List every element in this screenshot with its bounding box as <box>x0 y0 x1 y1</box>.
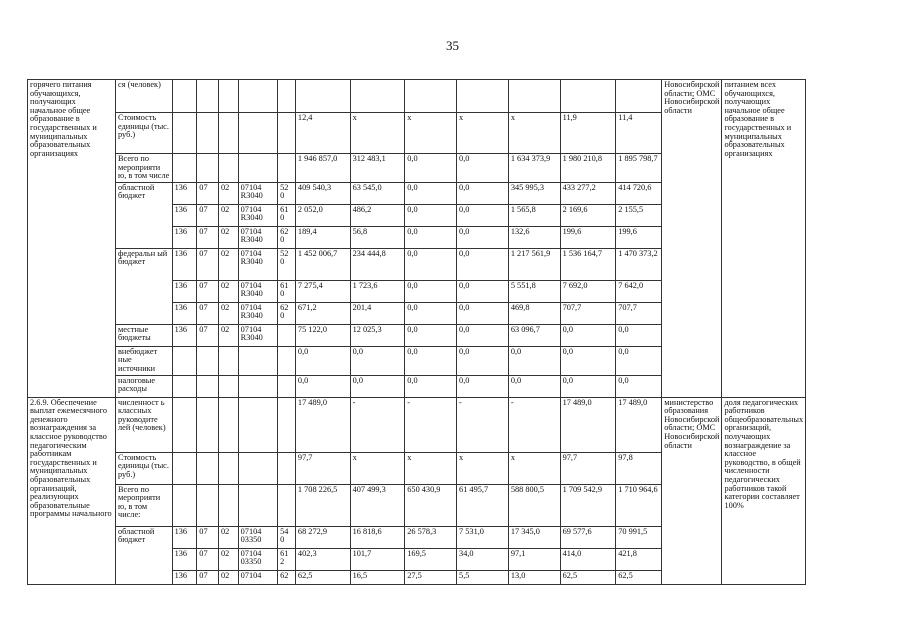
value-2023: 63 096,7 <box>508 324 560 346</box>
subsection-code: 02 <box>218 226 238 248</box>
expense-type-code: 62 0 <box>278 226 296 248</box>
total-value: 0,0 <box>295 346 350 375</box>
value-2022: 0,0 <box>457 204 509 226</box>
value-2024: 62,5 <box>560 570 616 584</box>
target-item-code: 07104 R3040 <box>238 204 277 226</box>
value-2021: 26 578,3 <box>405 526 457 548</box>
value-2025: 70 991,5 <box>616 526 662 548</box>
expense-type-code: 52 0 <box>278 248 296 280</box>
value-2023: 5 551,8 <box>508 280 560 302</box>
value-2022: 0,0 <box>457 346 509 375</box>
value-2021: x <box>405 113 457 154</box>
value-2025: 7 642,0 <box>616 280 662 302</box>
value-2025: 707,7 <box>616 302 662 324</box>
total-value: 12,4 <box>295 113 350 154</box>
value-2023: x <box>508 452 560 484</box>
expense-type-code: 54 0 <box>278 526 296 548</box>
value-2024: 0,0 <box>560 346 616 375</box>
section-code: 07 <box>197 570 219 584</box>
value-2020: 16 818,6 <box>350 526 405 548</box>
budget-table <box>27 79 905 585</box>
value-2021: 0,0 <box>405 324 457 346</box>
value-2024: 199,6 <box>560 226 616 248</box>
value-2023: x <box>508 113 560 154</box>
value-2021: 0,0 <box>405 375 457 397</box>
value-2021: 650 430,9 <box>405 484 457 526</box>
value-2020: 0,0 <box>350 375 405 397</box>
total-value: 189,4 <box>295 226 350 248</box>
value-2022: 5,5 <box>457 570 509 584</box>
section-code <box>197 397 219 452</box>
value-2022: x <box>457 452 509 484</box>
grbs-code <box>172 452 197 484</box>
subsection-code <box>218 452 238 484</box>
value-2020: 312 483,1 <box>350 154 405 183</box>
expense-type-code: 62 <box>278 570 296 584</box>
section-code <box>197 154 219 183</box>
total-value: 62,5 <box>295 570 350 584</box>
value-2023: - <box>508 397 560 452</box>
total-value: 2 052,0 <box>295 204 350 226</box>
subsection-code <box>218 113 238 154</box>
table-row <box>28 397 905 452</box>
grbs-code: 136 <box>172 226 197 248</box>
value-2025: 421,8 <box>616 548 662 570</box>
grbs-code <box>172 375 197 397</box>
value-2022: 0,0 <box>457 226 509 248</box>
indicator-label: численност ь классных руководите лей (человек) <box>116 397 173 452</box>
indicator-label: внебюджет ные источники <box>116 346 173 375</box>
total-value: 7 275,4 <box>295 280 350 302</box>
expense-type-code <box>278 324 296 346</box>
target-item-code <box>238 397 277 452</box>
value-2021: 0,0 <box>405 346 457 375</box>
expense-type-code: 61 2 <box>278 548 296 570</box>
value-2023: 1 565,8 <box>508 204 560 226</box>
subsection-code: 02 <box>218 302 238 324</box>
total-value: 1 946 857,0 <box>295 154 350 183</box>
value-2022: x <box>457 113 509 154</box>
total-value: 671,2 <box>295 302 350 324</box>
value-2025: 11,4 <box>616 113 662 154</box>
value-2020: 234 444,8 <box>350 248 405 280</box>
target-item-code <box>238 346 277 375</box>
value-2024: 0,0 <box>560 324 616 346</box>
target-item-code: 07104 R3040 <box>238 182 277 204</box>
section-code: 07 <box>197 248 219 280</box>
subsection-code <box>218 346 238 375</box>
expense-type-code: 62 0 <box>278 302 296 324</box>
target-item-code <box>238 375 277 397</box>
target-item-code: 07104 R3040 <box>238 280 277 302</box>
target-item-code: 07104 R3040 <box>238 302 277 324</box>
indicator-label: налоговые расходы <box>116 375 173 397</box>
value-2024: 1 980 210,8 <box>560 154 616 183</box>
grbs-code: 136 <box>172 302 197 324</box>
responsible-executor: министерство образования Новосибирской области; ОМС Новосибирской области <box>662 397 722 584</box>
grbs-code: 136 <box>172 548 197 570</box>
subsection-code: 02 <box>218 280 238 302</box>
indicator-label: местные бюджеты <box>116 324 173 346</box>
value-2022: 0,0 <box>457 182 509 204</box>
expense-type-code: 52 0 <box>278 182 296 204</box>
value-2023: 132,6 <box>508 226 560 248</box>
grbs-code <box>172 80 197 113</box>
subsection-code: 02 <box>218 324 238 346</box>
value-2021: 0,0 <box>405 226 457 248</box>
value-2020: x <box>350 452 405 484</box>
value-2024: 11,9 <box>560 113 616 154</box>
value-2021: 0,0 <box>405 248 457 280</box>
value-2025: 97,8 <box>616 452 662 484</box>
value-2024: 1 709 542,9 <box>560 484 616 526</box>
total-value: 1 708 226,5 <box>295 484 350 526</box>
value-2020: 63 545,0 <box>350 182 405 204</box>
value-2025: 0,0 <box>616 346 662 375</box>
expense-type-code <box>278 113 296 154</box>
target-item-code: 07104 R3040 <box>238 226 277 248</box>
value-2022: 0,0 <box>457 324 509 346</box>
target-item-code: 07104 03350 <box>238 548 277 570</box>
table-row <box>28 80 905 113</box>
expense-type-code: 61 0 <box>278 204 296 226</box>
total-value: 0,0 <box>295 375 350 397</box>
indicator-label: Всего по мероприяти ю, в том числе <box>116 154 173 183</box>
value-2024: 433 277,2 <box>560 182 616 204</box>
target-item-code: 07104 R3040 <box>238 248 277 280</box>
subsection-code: 02 <box>218 248 238 280</box>
section-code <box>197 484 219 526</box>
expected-result: доля педагогических работников общеобразовательных организаций, получающих вознаграждение за классное руководство, в общей численности педагогических работников такой категории составляет 100% <box>722 397 806 584</box>
value-2020: 486,2 <box>350 204 405 226</box>
measure-name: 2.6.9. Обеспечение выплат ежемесячного денежного вознаграждения за классное руководство педагогическим работникам государственных и муниципальных образовательных организаций, реализующих образовательные программы начального <box>28 397 116 584</box>
section-code <box>197 113 219 154</box>
subsection-code: 02 <box>218 548 238 570</box>
value-2022: 0,0 <box>457 375 509 397</box>
subsection-code <box>218 154 238 183</box>
value-2020: 12 025,3 <box>350 324 405 346</box>
target-item-code <box>238 452 277 484</box>
expense-type-code <box>278 397 296 452</box>
value-2023: 1 634 373,9 <box>508 154 560 183</box>
subsection-code <box>218 484 238 526</box>
value-2025: 0,0 <box>616 375 662 397</box>
value-2024: 0,0 <box>560 375 616 397</box>
value-2022: 0,0 <box>457 248 509 280</box>
subsection-code: 02 <box>218 526 238 548</box>
value-2021: 27,5 <box>405 570 457 584</box>
value-2023: 97,1 <box>508 548 560 570</box>
grbs-code <box>172 397 197 452</box>
section-code <box>197 375 219 397</box>
total-value: 1 452 006,7 <box>295 248 350 280</box>
indicator-label: областной бюджет <box>116 526 173 584</box>
grbs-code <box>172 154 197 183</box>
total-value: 68 272,9 <box>295 526 350 548</box>
value-2020: x <box>350 113 405 154</box>
value-2024: 2 169,6 <box>560 204 616 226</box>
expected-result: питанием всех обучающихся, получающих начальное общее образование в государственных и муниципальных образовательных организациях <box>722 80 806 398</box>
value-2024: 97,7 <box>560 452 616 484</box>
value-2025: 0,0 <box>616 324 662 346</box>
target-item-code: 07104 03350 <box>238 526 277 548</box>
value-2022: 0,0 <box>457 280 509 302</box>
expense-type-code <box>278 154 296 183</box>
expense-type-code <box>278 346 296 375</box>
value-2020: 201,4 <box>350 302 405 324</box>
value-2025: 1 895 798,7 <box>616 154 662 183</box>
section-code: 07 <box>197 526 219 548</box>
section-code <box>197 80 219 113</box>
value-2020: 407 499,3 <box>350 484 405 526</box>
value-2021 <box>405 80 457 113</box>
expense-type-code <box>278 80 296 113</box>
subsection-code: 02 <box>218 182 238 204</box>
target-item-code <box>238 154 277 183</box>
value-2025: 1 470 373,2 <box>616 248 662 280</box>
value-2020: 1 723,6 <box>350 280 405 302</box>
value-2022: - <box>457 397 509 452</box>
value-2020: 56,8 <box>350 226 405 248</box>
section-code: 07 <box>197 302 219 324</box>
value-2022: 0,0 <box>457 154 509 183</box>
value-2020: 0,0 <box>350 346 405 375</box>
indicator-label: Стоимость единицы (тыс. руб.) <box>116 452 173 484</box>
section-code: 07 <box>197 280 219 302</box>
value-2023: 0,0 <box>508 346 560 375</box>
indicator-label: федеральн ый бюджет <box>116 248 173 324</box>
grbs-code: 136 <box>172 324 197 346</box>
value-2024 <box>560 80 616 113</box>
value-2023: 13,0 <box>508 570 560 584</box>
total-value: 402,3 <box>295 548 350 570</box>
section-code: 07 <box>197 204 219 226</box>
value-2022: 0,0 <box>457 302 509 324</box>
grbs-code <box>172 484 197 526</box>
subsection-code <box>218 80 238 113</box>
value-2021: 0,0 <box>405 204 457 226</box>
value-2024: 1 536 164,7 <box>560 248 616 280</box>
subsection-code <box>218 375 238 397</box>
value-2025: 1 710 964,6 <box>616 484 662 526</box>
value-2024: 707,7 <box>560 302 616 324</box>
value-2020: 101,7 <box>350 548 405 570</box>
value-2024: 414,0 <box>560 548 616 570</box>
target-item-code: 07104 <box>238 570 277 584</box>
value-2024: 69 577,6 <box>560 526 616 548</box>
value-2021: 0,0 <box>405 302 457 324</box>
value-2025 <box>616 80 662 113</box>
total-value: 409 540,3 <box>295 182 350 204</box>
indicator-label: ся (человек) <box>116 80 173 113</box>
grbs-code <box>172 346 197 375</box>
value-2024: 7 692,0 <box>560 280 616 302</box>
section-code <box>197 452 219 484</box>
value-2021: x <box>405 452 457 484</box>
value-2022: 7 531,0 <box>457 526 509 548</box>
indicator-label: областной бюджет <box>116 182 173 248</box>
section-code <box>197 346 219 375</box>
value-2021: 0,0 <box>405 154 457 183</box>
page-number: 35 <box>446 38 459 53</box>
grbs-code <box>172 113 197 154</box>
grbs-code: 136 <box>172 526 197 548</box>
target-item-code <box>238 80 277 113</box>
value-2020 <box>350 80 405 113</box>
target-item-code <box>238 113 277 154</box>
section-code: 07 <box>197 182 219 204</box>
value-2025: 414 720,6 <box>616 182 662 204</box>
value-2025: 17 489,0 <box>616 397 662 452</box>
total-value: 97,7 <box>295 452 350 484</box>
measure-name: горячего питания обучающихся, получающих начальное общее образование в государственных и муниципальных образовательных организациях <box>28 80 116 398</box>
total-value: 75 122,0 <box>295 324 350 346</box>
value-2021: 0,0 <box>405 182 457 204</box>
value-2021: - <box>405 397 457 452</box>
expense-type-code <box>278 452 296 484</box>
grbs-code: 136 <box>172 204 197 226</box>
value-2022 <box>457 80 509 113</box>
value-2023 <box>508 80 560 113</box>
grbs-code: 136 <box>172 570 197 584</box>
subsection-code: 02 <box>218 204 238 226</box>
value-2023: 345 995,3 <box>508 182 560 204</box>
grbs-code: 136 <box>172 182 197 204</box>
total-value <box>295 80 350 113</box>
value-2021: 0,0 <box>405 280 457 302</box>
value-2021: 169,5 <box>405 548 457 570</box>
total-value: 17 489,0 <box>295 397 350 452</box>
value-2022: 34,0 <box>457 548 509 570</box>
grbs-code: 136 <box>172 248 197 280</box>
section-code: 07 <box>197 324 219 346</box>
value-2024: 17 489,0 <box>560 397 616 452</box>
section-code: 07 <box>197 226 219 248</box>
subsection-code: 02 <box>218 570 238 584</box>
responsible-executor: Новосибирской области; ОМС Новосибирской области <box>662 80 722 398</box>
value-2023: 0,0 <box>508 375 560 397</box>
indicator-label: Всего по мероприяти ю, в том числе: <box>116 484 173 526</box>
target-item-code: 07104 R3040 <box>238 324 277 346</box>
value-2025: 2 155,5 <box>616 204 662 226</box>
value-2023: 1 217 561,9 <box>508 248 560 280</box>
grbs-code: 136 <box>172 280 197 302</box>
value-2020: - <box>350 397 405 452</box>
subsection-code <box>218 397 238 452</box>
target-item-code <box>238 484 277 526</box>
indicator-label: Стоимость единицы (тыс. руб.) <box>116 113 173 154</box>
value-2023: 469,8 <box>508 302 560 324</box>
expense-type-code <box>278 375 296 397</box>
value-2025: 62,5 <box>616 570 662 584</box>
expense-type-code <box>278 484 296 526</box>
value-2023: 17 345,0 <box>508 526 560 548</box>
section-code: 07 <box>197 548 219 570</box>
value-2025: 199,6 <box>616 226 662 248</box>
value-2022: 61 495,7 <box>457 484 509 526</box>
value-2023: 588 800,5 <box>508 484 560 526</box>
expense-type-code: 61 0 <box>278 280 296 302</box>
value-2020: 16,5 <box>350 570 405 584</box>
